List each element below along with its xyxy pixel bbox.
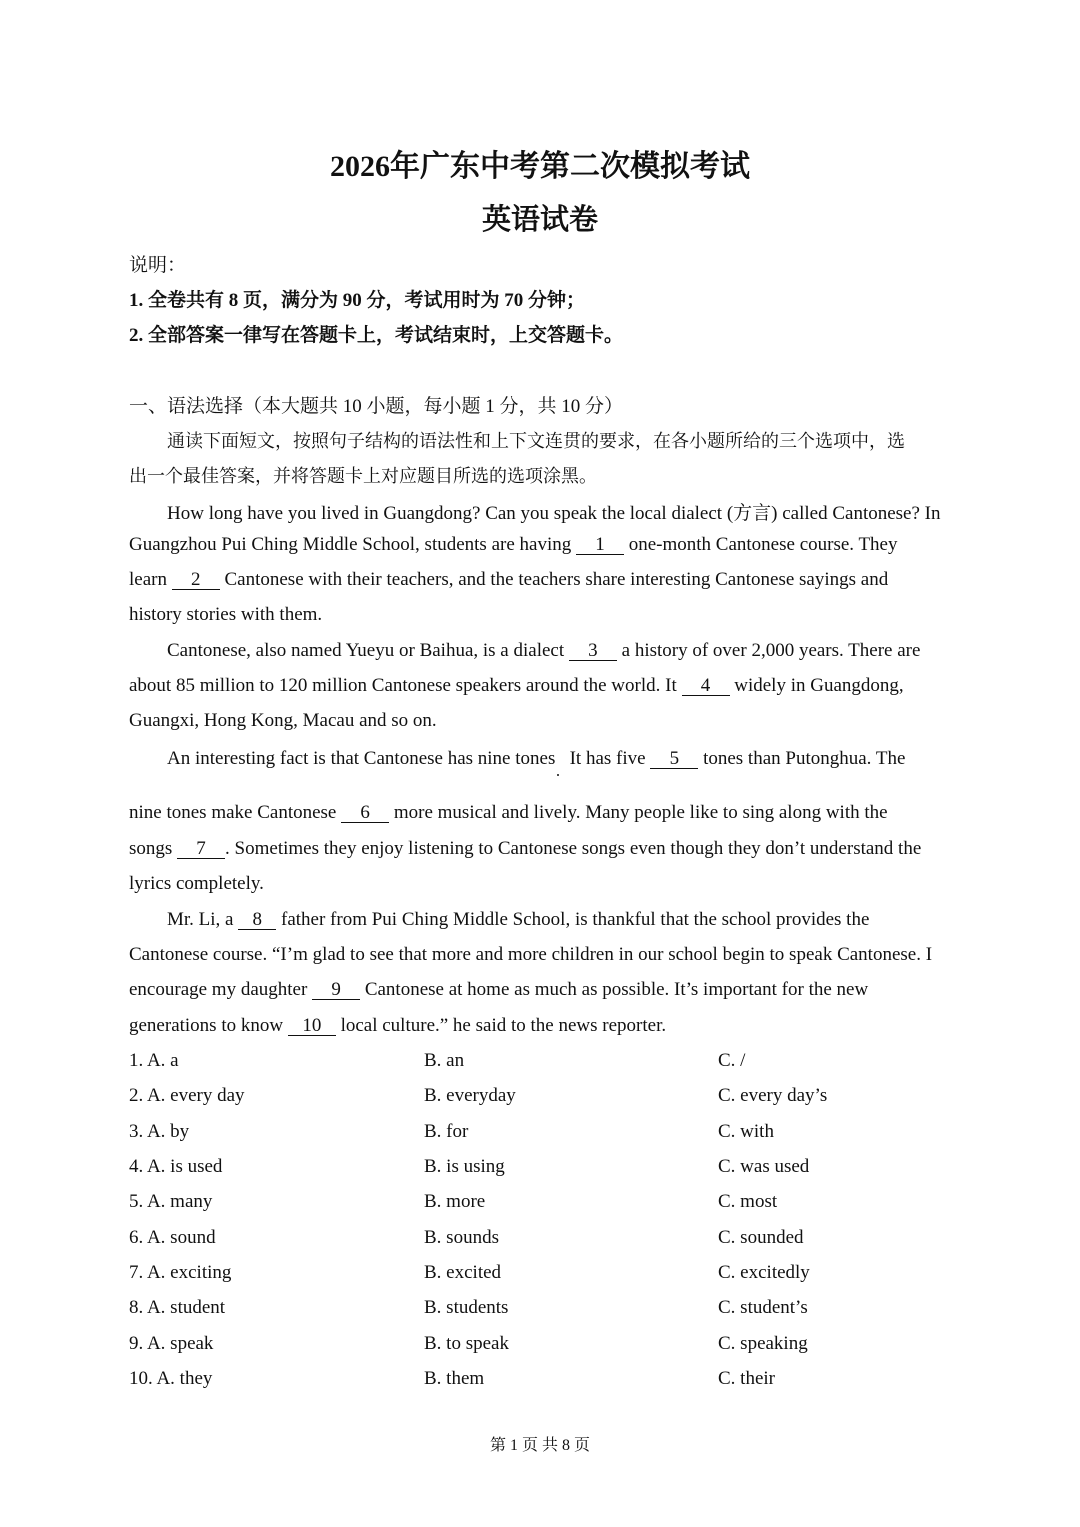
passage-text: Cantonese at home as much as possible. It’s important for the new xyxy=(360,979,869,1000)
passage-line: Cantonese course. “I’m glad to see that more and more children in our school begin to speak Cantonese. I xyxy=(129,944,933,965)
passage-text: . Sometimes they enjoy listening to Cantonese songs even though they don’t understand the xyxy=(225,838,922,859)
passage-text: Cantonese, also named Yueyu or Baihua, is a dialect xyxy=(167,640,569,661)
blank-7: 7 xyxy=(177,840,225,859)
passage-text: tones than Putonghua. The xyxy=(698,748,906,769)
passage-text: generations to know xyxy=(129,1015,288,1036)
section-heading: 一、语法选择（本大题共 10 小题，每小题 1 分，共 10 分） xyxy=(129,396,624,417)
option-a: 4. A. is used xyxy=(129,1156,223,1177)
blank-1: 1 xyxy=(576,536,624,555)
passage-text: An interesting fact is that Cantonese has nine tones It has five xyxy=(167,748,651,769)
section-directions: 出一个最佳答案，并将答题卡上对应题目所选的选项涂黑。 xyxy=(129,466,597,486)
option-b: B. them xyxy=(424,1368,485,1389)
section-directions: 通读下面短文，按照句子结构的语法性和上下文连贯的要求，在各小题所给的三个选项中，选 xyxy=(167,431,905,451)
option-a: 6. A. sound xyxy=(129,1227,216,1248)
exam-subtitle: 英语试卷 xyxy=(481,204,598,236)
passage-text: local culture.” he said to the news reporter. xyxy=(335,1015,667,1036)
option-c: C. sounded xyxy=(718,1227,804,1248)
option-b: B. everyday xyxy=(424,1085,516,1106)
option-b: B. for xyxy=(424,1121,469,1142)
stray-dot xyxy=(557,774,559,776)
passage-line xyxy=(129,675,959,697)
option-c: C. every day’s xyxy=(718,1085,828,1106)
passage-line xyxy=(129,748,997,770)
option-b: B. is using xyxy=(424,1156,505,1177)
instructions-label: 说明： xyxy=(129,255,187,276)
option-a: 8. A. student xyxy=(129,1297,226,1318)
passage-line xyxy=(129,979,959,1001)
blank-4: 4 xyxy=(682,677,730,696)
blank-10: 10 xyxy=(288,1017,336,1036)
passage-text: father from Pui Ching Middle School, is thankful that the school provides the xyxy=(276,909,870,930)
option-c: C. was used xyxy=(718,1156,810,1177)
option-c: C. excitedly xyxy=(718,1262,810,1283)
option-a: 5. A. many xyxy=(129,1191,213,1212)
option-b: B. students xyxy=(424,1297,509,1318)
option-b: B. excited xyxy=(424,1262,502,1283)
blank-8: 8 xyxy=(238,911,276,930)
blank-5: 5 xyxy=(650,750,698,769)
passage-line xyxy=(129,534,959,556)
passage-text: a history of over 2,000 years. There are xyxy=(616,640,921,661)
page-footer: 第 1 页 共 8 页 xyxy=(489,1437,590,1454)
option-b: B. an xyxy=(424,1050,465,1071)
option-a: 9. A. speak xyxy=(129,1333,214,1354)
passage-text: learn xyxy=(129,569,172,590)
option-c: C. with xyxy=(718,1121,774,1142)
option-a: 7. A. exciting xyxy=(129,1262,232,1283)
passage-line xyxy=(129,1015,959,1037)
blank-6: 6 xyxy=(341,804,389,823)
exam-title: 2026年广东中考第二次模拟考试 xyxy=(330,150,750,183)
option-a: 10. A. they xyxy=(129,1368,213,1389)
passage-text: encourage my daughter xyxy=(129,979,313,1000)
passage-text: Mr. Li, a xyxy=(167,909,239,930)
blank-9: 9 xyxy=(312,981,360,1000)
option-a: 2. A. every day xyxy=(129,1085,245,1106)
passage-line xyxy=(129,838,959,860)
passage-line xyxy=(129,909,997,931)
option-c: C. student’s xyxy=(718,1297,808,1318)
blank-3: 3 xyxy=(569,642,617,661)
option-b: B. sounds xyxy=(424,1227,499,1248)
passage-text: nine tones make Cantonese xyxy=(129,802,342,823)
option-c: C. most xyxy=(718,1191,778,1212)
instruction-item: 2. 全部答案一律写在答题卡上，考试结束时，上交答题卡。 xyxy=(129,325,624,346)
option-c: C. / xyxy=(718,1050,746,1071)
passage-line: lyrics completely. xyxy=(129,873,264,894)
instruction-item: 1. 全卷共有 8 页，满分为 90 分，考试用时为 70 分钟； xyxy=(129,290,586,311)
passage-line xyxy=(129,802,959,824)
passage-text: widely in Guangdong, xyxy=(729,675,904,696)
passage-text: about 85 million to 120 million Cantonese speakers around the world. It xyxy=(129,675,682,696)
option-c: C. their xyxy=(718,1368,775,1389)
option-b: B. more xyxy=(424,1191,486,1212)
option-b: B. to speak xyxy=(424,1333,509,1354)
passage-line xyxy=(129,569,959,591)
passage-line: How long have you lived in Guangdong? Can you speak the local dialect (方言) called Cantonese? In xyxy=(167,503,941,524)
passage-text: Guangzhou Pui Ching Middle School, students are having xyxy=(129,534,576,555)
passage-line xyxy=(129,640,997,662)
passage-text: more musical and lively. Many people like to sing along with the xyxy=(389,802,888,823)
option-a: 1. A. a xyxy=(129,1050,179,1071)
blank-2: 2 xyxy=(172,571,220,590)
option-a: 3. A. by xyxy=(129,1121,190,1142)
passage-text: Cantonese with their teachers, and the teachers share interesting Cantonese sayings and xyxy=(219,569,889,590)
passage-text: songs xyxy=(129,838,178,859)
passage-line: history stories with them. xyxy=(129,604,323,625)
passage-line: Guangxi, Hong Kong, Macau and so on. xyxy=(129,710,437,731)
option-c: C. speaking xyxy=(718,1333,808,1354)
passage-text: one-month Cantonese course. They xyxy=(623,534,898,555)
